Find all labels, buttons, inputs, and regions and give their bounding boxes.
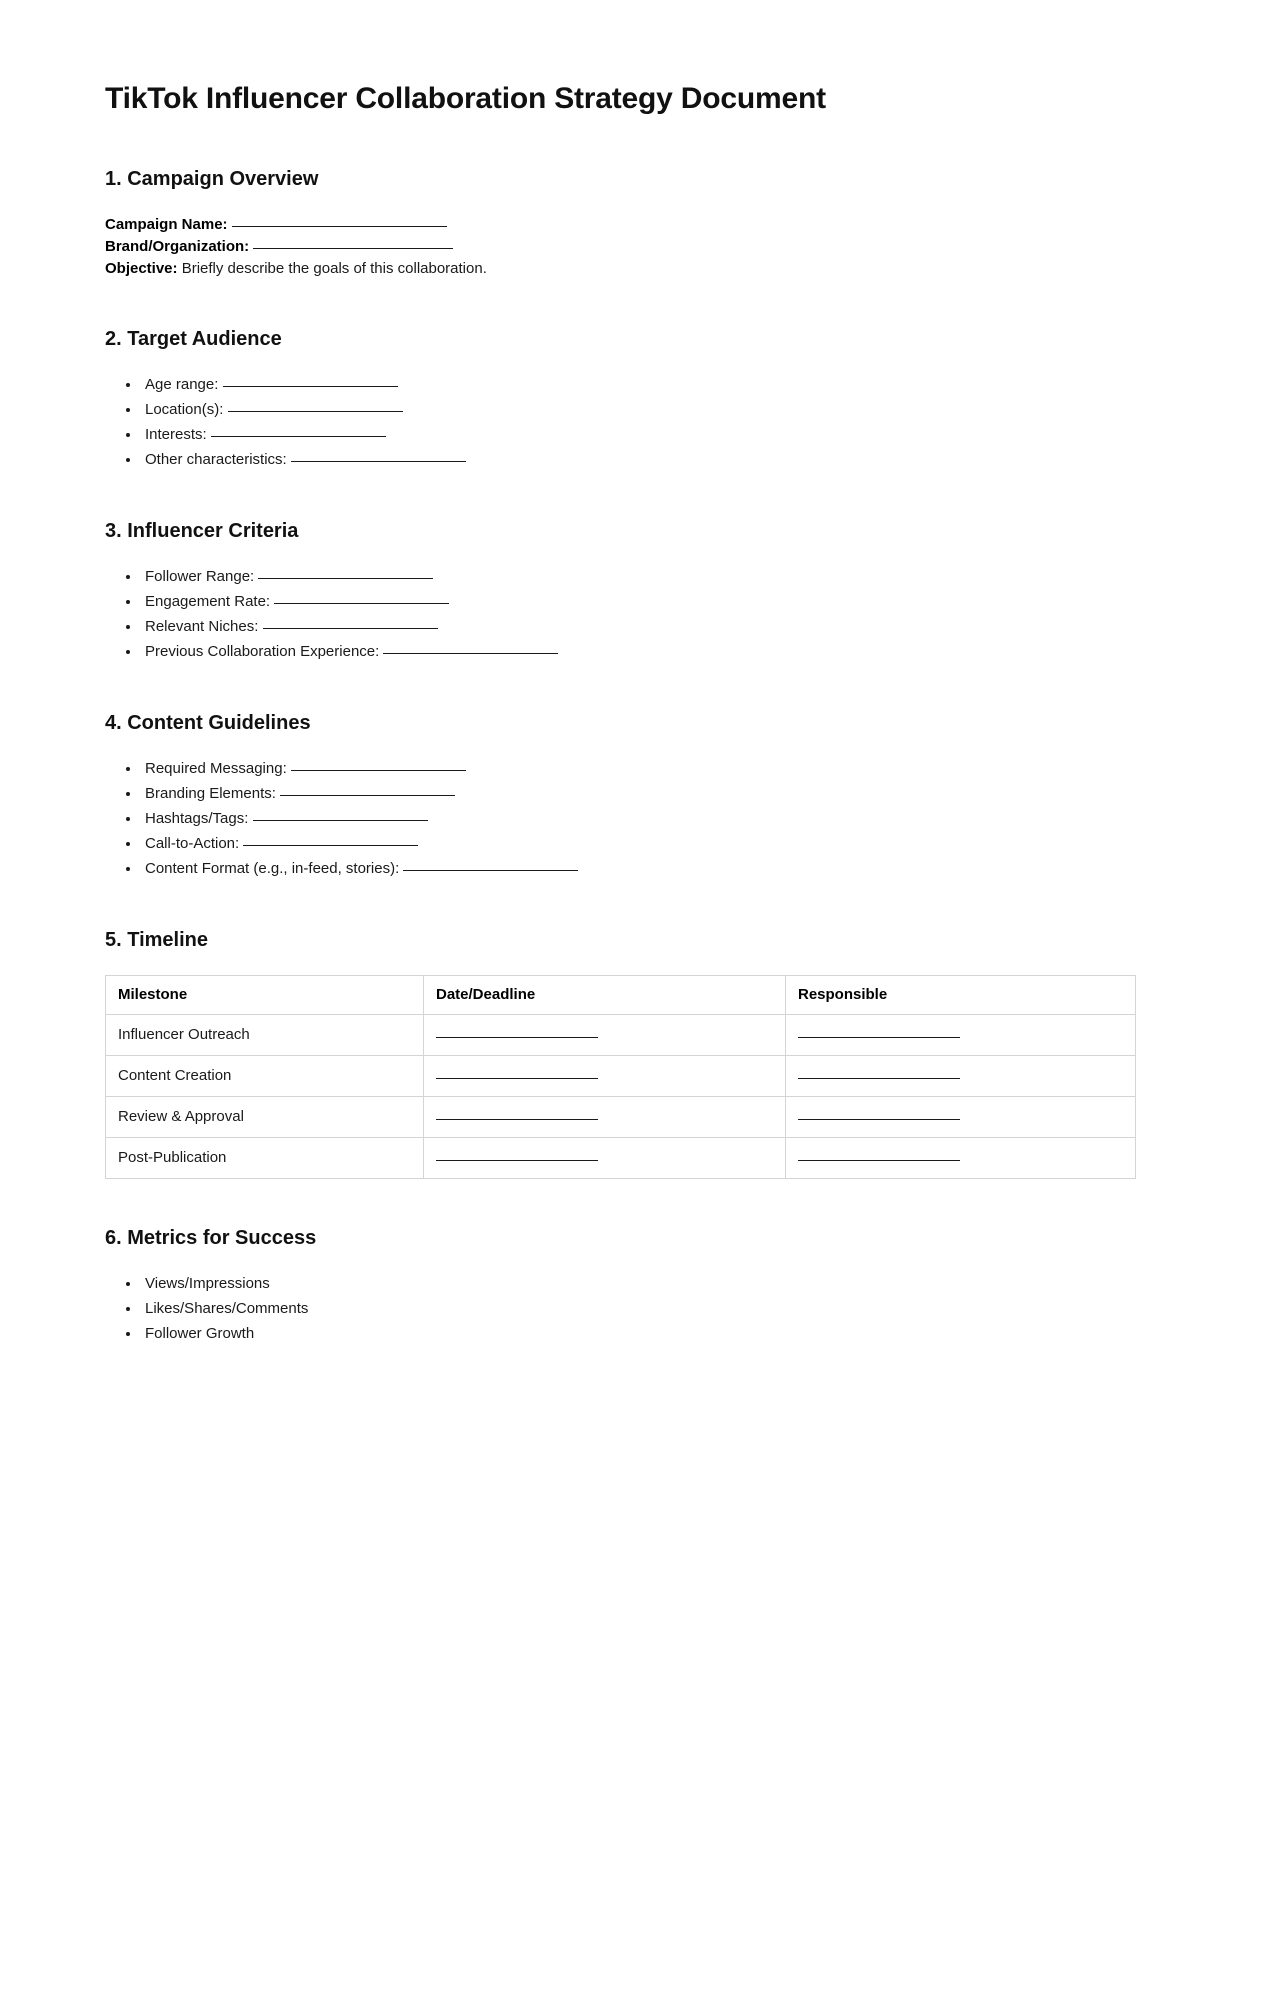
section-heading-campaign-overview: 1. Campaign Overview [105, 167, 319, 190]
table-header-row [106, 975, 1136, 1014]
cell-responsible-input[interactable] [798, 1067, 960, 1079]
section-heading-influencer-criteria: 3. Influencer Criteria [105, 519, 299, 542]
cell-date-input[interactable] [436, 1026, 598, 1038]
timeline-table [105, 975, 1136, 1179]
list-item-label: Call-to-Action: [145, 834, 240, 852]
section-heading-metrics: 6. Metrics for Success [105, 1226, 317, 1249]
list-item-label: Age range: [145, 375, 219, 393]
list-item-input[interactable] [228, 399, 403, 412]
list-item-input[interactable] [291, 449, 466, 462]
list-item-input[interactable] [383, 641, 558, 654]
cell-responsible [786, 1137, 1136, 1178]
field-objective-label: Objective: [105, 259, 178, 277]
target-audience-list [105, 372, 1135, 472]
section-heading-timeline: 5. Timeline [105, 928, 209, 951]
field-campaign-name [105, 214, 1135, 236]
list-item-input[interactable] [223, 374, 398, 387]
cell-date-input[interactable] [436, 1067, 598, 1079]
field-objective-text: Briefly describe the goals of this collaboration. [181, 259, 487, 277]
list-item [141, 806, 1135, 831]
column-header-date-deadline: Date/Deadline [424, 975, 786, 1014]
table-row [106, 1137, 1136, 1178]
list-item-input[interactable] [211, 424, 386, 437]
list-item-input[interactable] [253, 808, 428, 821]
list-item [141, 589, 1135, 614]
list-item [141, 372, 1135, 397]
list-item-label: Content Format (e.g., in-feed, stories): [145, 859, 400, 877]
list-item [141, 422, 1135, 447]
cell-date-deadline [424, 1055, 786, 1096]
list-item [141, 831, 1135, 856]
field-campaign-name-label: Campaign Name: [105, 215, 228, 233]
cell-milestone: Review & Approval [106, 1096, 424, 1137]
cell-milestone: Influencer Outreach [106, 1014, 424, 1055]
metrics-list [105, 1271, 1135, 1346]
cell-milestone: Post-Publication [106, 1137, 424, 1178]
cell-responsible-input[interactable] [798, 1108, 960, 1120]
list-item-label: Location(s): [145, 400, 224, 418]
list-item-label: Relevant Niches: [145, 617, 259, 635]
table-row [106, 1096, 1136, 1137]
cell-milestone: Content Creation [106, 1055, 424, 1096]
cell-date-deadline [424, 1014, 786, 1055]
influencer-criteria-list [105, 564, 1135, 664]
list-item-label: Branding Elements: [145, 784, 276, 802]
list-item [141, 639, 1135, 664]
campaign-overview-fields [105, 214, 1135, 280]
list-item [141, 447, 1135, 472]
section-heading-content-guidelines: 4. Content Guidelines [105, 711, 311, 734]
cell-responsible-input[interactable] [798, 1149, 960, 1161]
page-title: TikTok Influencer Collaboration Strategy Document [105, 82, 826, 115]
list-item-label: Engagement Rate: [145, 592, 271, 610]
list-item-label: Required Messaging: [145, 759, 287, 777]
field-brand-organization-label: Brand/Organization: [105, 237, 250, 255]
list-item-input[interactable] [403, 858, 578, 871]
list-item [141, 397, 1135, 422]
list-item-input[interactable] [263, 616, 438, 629]
table-row [106, 1014, 1136, 1055]
field-brand-organization [105, 236, 1135, 258]
column-header-milestone: Milestone [106, 975, 424, 1014]
list-item-label: Previous Collaboration Experience: [145, 642, 380, 660]
list-item [141, 756, 1135, 781]
list-item-input[interactable] [274, 591, 449, 604]
list-item-input[interactable] [243, 833, 418, 846]
list-item [141, 856, 1135, 881]
list-item: • Likes/Shares/Comments [141, 1296, 1135, 1321]
cell-responsible [786, 1096, 1136, 1137]
field-objective [105, 258, 1135, 280]
cell-date-input[interactable] [436, 1108, 598, 1120]
list-item [141, 781, 1135, 806]
list-item-label: Other characteristics: [145, 450, 287, 468]
cell-date-deadline [424, 1096, 786, 1137]
list-item-label: Hashtags/Tags: [145, 809, 249, 827]
list-item: • Follower Growth [141, 1321, 1135, 1346]
list-item-input[interactable] [291, 758, 466, 771]
list-item [141, 564, 1135, 589]
document-content [105, 60, 1135, 1342]
list-item-input[interactable] [258, 566, 433, 579]
list-item: • Views/Impressions [141, 1271, 1135, 1296]
list-item-input[interactable] [280, 783, 455, 796]
content-guidelines-list [105, 756, 1135, 881]
list-item [141, 614, 1135, 639]
table-row [106, 1055, 1136, 1096]
cell-date-deadline [424, 1137, 786, 1178]
list-item-label: Follower Range: [145, 567, 255, 585]
cell-responsible [786, 1014, 1136, 1055]
cell-responsible [786, 1055, 1136, 1096]
field-campaign-name-input[interactable] [232, 214, 447, 227]
cell-responsible-input[interactable] [798, 1026, 960, 1038]
field-brand-organization-input[interactable] [253, 236, 453, 249]
column-header-responsible: Responsible [786, 975, 1136, 1014]
section-heading-target-audience: 2. Target Audience [105, 327, 282, 350]
cell-date-input[interactable] [436, 1149, 598, 1161]
list-item-label: Interests: [145, 425, 207, 443]
